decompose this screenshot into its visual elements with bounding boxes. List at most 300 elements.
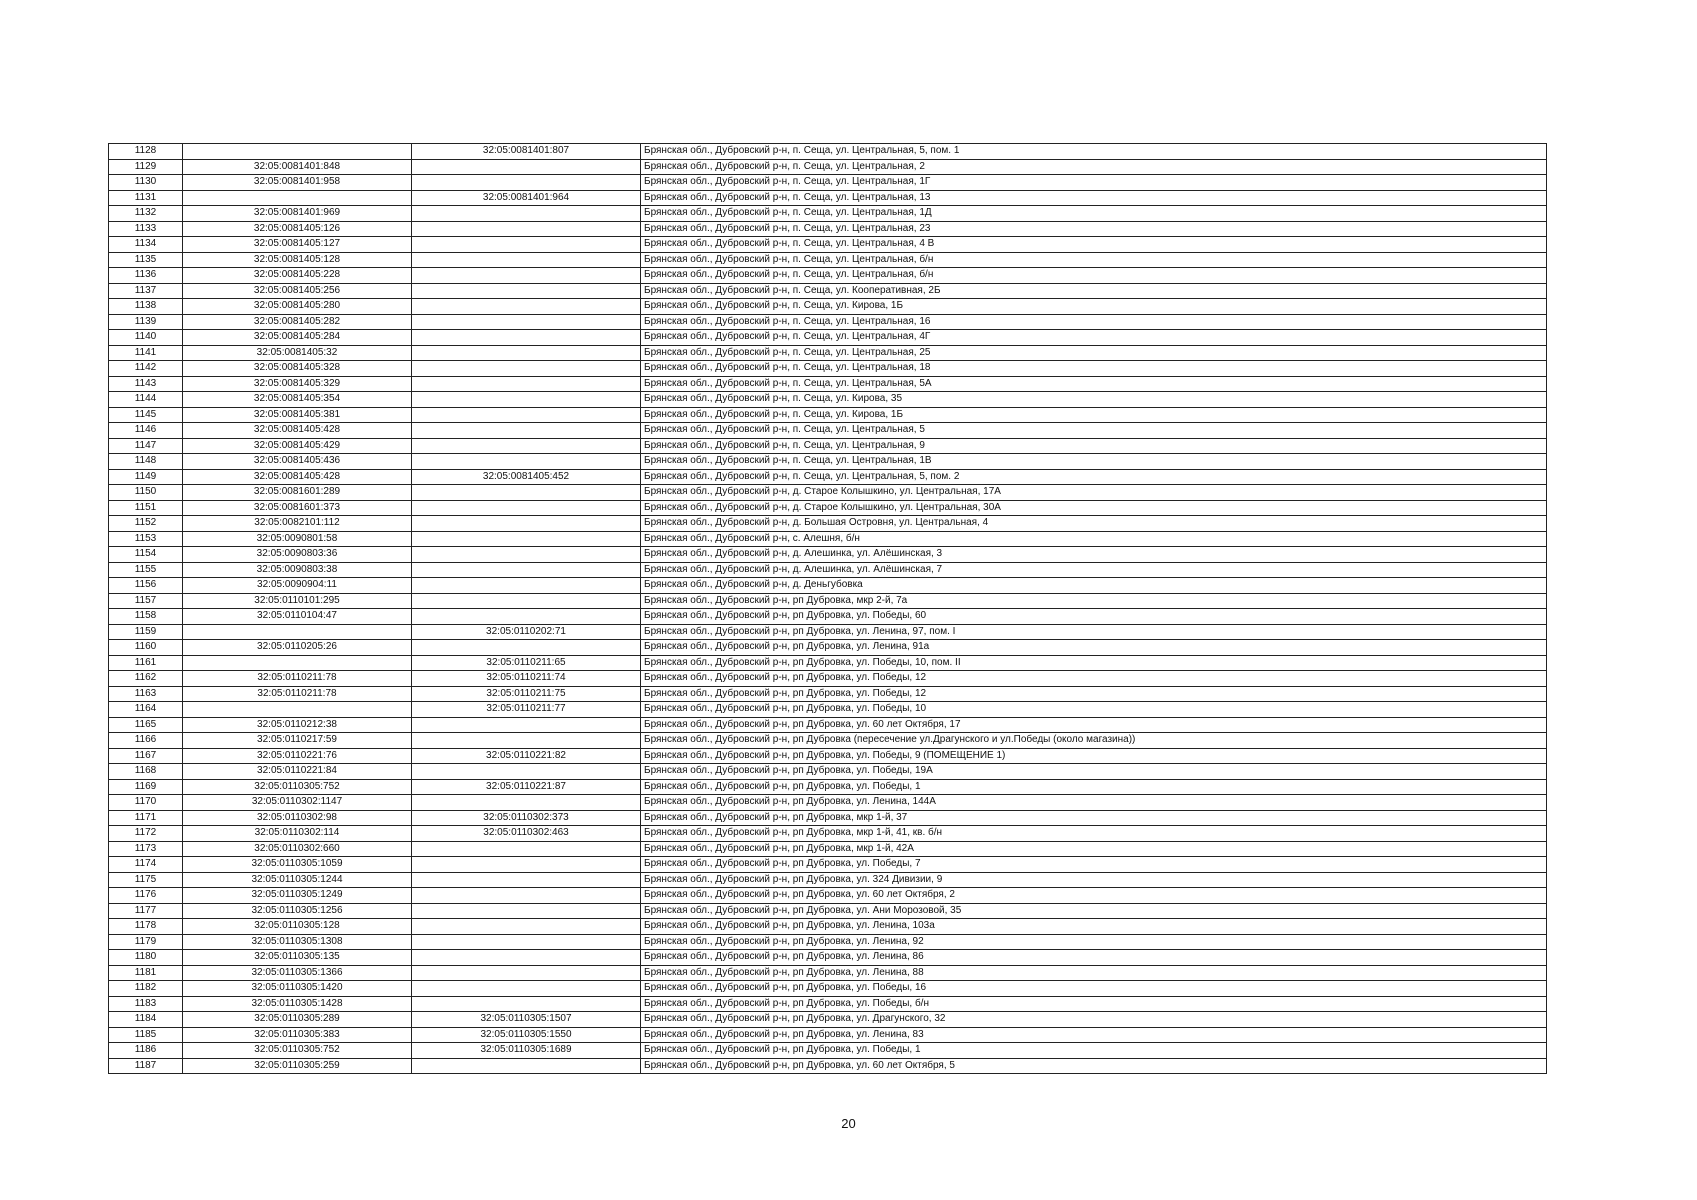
table-row [109, 810, 1547, 826]
building-cadastral-number-cell: 32:05:0110305:1550 [412, 1027, 641, 1043]
land-cadastral-number-cell: 32:05:0081405:280 [183, 299, 412, 315]
address-cell: Брянская обл., Дубровский р-н, рп Дубровка, ул. Ани Морозовой, 35 [641, 903, 1547, 919]
address-cell: Брянская обл., Дубровский р-н, д. Деньгубовка [641, 578, 1547, 594]
row-number-cell: 1178 [109, 919, 183, 935]
table-row [109, 996, 1547, 1012]
row-number-cell: 1146 [109, 423, 183, 439]
land-cadastral-number-cell: 32:05:0081405:228 [183, 268, 412, 284]
table-row [109, 934, 1547, 950]
address-cell: Брянская обл., Дубровский р-н, п. Сеща, ул. Центральная, 1В [641, 454, 1547, 470]
land-cadastral-number-cell: 32:05:0081601:289 [183, 485, 412, 501]
land-cadastral-number-cell: 32:05:0081405:127 [183, 237, 412, 253]
row-number-cell: 1150 [109, 485, 183, 501]
land-cadastral-number-cell: 32:05:0110305:1256 [183, 903, 412, 919]
building-cadastral-number-cell [412, 454, 641, 470]
row-number-cell: 1168 [109, 764, 183, 780]
building-cadastral-number-cell [412, 221, 641, 237]
row-number-cell: 1175 [109, 872, 183, 888]
land-cadastral-number-cell: 32:05:0110205:26 [183, 640, 412, 656]
building-cadastral-number-cell [412, 423, 641, 439]
table-row [109, 624, 1547, 640]
row-number-cell: 1162 [109, 671, 183, 687]
building-cadastral-number-cell: 32:05:0110211:77 [412, 702, 641, 718]
building-cadastral-number-cell [412, 733, 641, 749]
land-cadastral-number-cell: 32:05:0081405:256 [183, 283, 412, 299]
table-row [109, 221, 1547, 237]
address-cell: Брянская обл., Дубровский р-н, рп Дубровка, ул. 60 лет Октября, 5 [641, 1058, 1547, 1074]
address-cell: Брянская обл., Дубровский р-н, рп Дубровка, ул. Ленина, 83 [641, 1027, 1547, 1043]
land-cadastral-number-cell: 32:05:0110302:114 [183, 826, 412, 842]
table-row [109, 423, 1547, 439]
land-cadastral-number-cell: 32:05:0081401:958 [183, 175, 412, 191]
address-cell: Брянская обл., Дубровский р-н, рп Дубровка, ул. Ленина, 103а [641, 919, 1547, 935]
row-number-cell: 1154 [109, 547, 183, 563]
land-cadastral-number-cell: 32:05:0110302:98 [183, 810, 412, 826]
building-cadastral-number-cell [412, 237, 641, 253]
land-cadastral-number-cell: 32:05:0081405:429 [183, 438, 412, 454]
land-cadastral-number-cell: 32:05:0110211:78 [183, 686, 412, 702]
address-cell: Брянская обл., Дубровский р-н, д. Старое Колышкино, ул. Центральная, 17А [641, 485, 1547, 501]
address-cell: Брянская обл., Дубровский р-н, п. Сеща, ул. Центральная, 18 [641, 361, 1547, 377]
address-cell: Брянская обл., Дубровский р-н, рп Дубровка, ул. Победы, 7 [641, 857, 1547, 873]
building-cadastral-number-cell [412, 330, 641, 346]
land-cadastral-number-cell: 32:05:0110305:1249 [183, 888, 412, 904]
building-cadastral-number-cell [412, 345, 641, 361]
address-cell: Брянская обл., Дубровский р-н, п. Сеща, ул. Центральная, 25 [641, 345, 1547, 361]
building-cadastral-number-cell [412, 996, 641, 1012]
address-cell: Брянская обл., Дубровский р-н, д. Старое Колышкино, ул. Центральная, 30А [641, 500, 1547, 516]
building-cadastral-number-cell [412, 593, 641, 609]
building-cadastral-number-cell: 32:05:0110202:71 [412, 624, 641, 640]
building-cadastral-number-cell [412, 562, 641, 578]
building-cadastral-number-cell: 32:05:0110305:1689 [412, 1043, 641, 1059]
table-row [109, 268, 1547, 284]
address-cell: Брянская обл., Дубровский р-н, п. Сеща, ул. Кирова, 1Б [641, 407, 1547, 423]
property-register-table [108, 143, 1547, 1074]
address-cell: Брянская обл., Дубровский р-н, рп Дубровка, ул. Победы, 12 [641, 686, 1547, 702]
row-number-cell: 1171 [109, 810, 183, 826]
building-cadastral-number-cell [412, 872, 641, 888]
land-cadastral-number-cell: 32:05:0090801:58 [183, 531, 412, 547]
address-cell: Брянская обл., Дубровский р-н, рп Дубровка, ул. Победы, 60 [641, 609, 1547, 625]
table-row [109, 578, 1547, 594]
land-cadastral-number-cell: 32:05:0110305:1428 [183, 996, 412, 1012]
building-cadastral-number-cell [412, 252, 641, 268]
land-cadastral-number-cell: 32:05:0081405:128 [183, 252, 412, 268]
building-cadastral-number-cell [412, 500, 641, 516]
address-cell: Брянская обл., Дубровский р-н, рп Дубровка, ул. Победы, 9 (ПОМЕЩЕНИЕ 1) [641, 748, 1547, 764]
building-cadastral-number-cell: 32:05:0110221:82 [412, 748, 641, 764]
land-cadastral-number-cell: 32:05:0081401:969 [183, 206, 412, 222]
table-row [109, 841, 1547, 857]
address-cell: Брянская обл., Дубровский р-н, рп Дубровка, ул. Победы, 19А [641, 764, 1547, 780]
building-cadastral-number-cell: 32:05:0110211:75 [412, 686, 641, 702]
building-cadastral-number-cell [412, 578, 641, 594]
land-cadastral-number-cell: 32:05:0081405:284 [183, 330, 412, 346]
table-row [109, 748, 1547, 764]
address-cell: Брянская обл., Дубровский р-н, рп Дубровка (пересечение ул.Драгунского и ул.Победы (около магазина)) [641, 733, 1547, 749]
row-number-cell: 1182 [109, 981, 183, 997]
table-row [109, 314, 1547, 330]
address-cell: Брянская обл., Дубровский р-н, п. Сеща, ул. Кирова, 35 [641, 392, 1547, 408]
address-cell: Брянская обл., Дубровский р-н, рп Дубровка, мкр 1-й, 37 [641, 810, 1547, 826]
land-cadastral-number-cell: 32:05:0110221:84 [183, 764, 412, 780]
table-row [109, 1058, 1547, 1074]
table-row [109, 252, 1547, 268]
address-cell: Брянская обл., Дубровский р-н, рп Дубровка, ул. 60 лет Октября, 17 [641, 717, 1547, 733]
building-cadastral-number-cell [412, 376, 641, 392]
table-row [109, 562, 1547, 578]
row-number-cell: 1187 [109, 1058, 183, 1074]
row-number-cell: 1132 [109, 206, 183, 222]
land-cadastral-number-cell: 32:05:0081405:428 [183, 423, 412, 439]
building-cadastral-number-cell [412, 361, 641, 377]
land-cadastral-number-cell: 32:05:0081405:354 [183, 392, 412, 408]
address-cell: Брянская обл., Дубровский р-н, рп Дубровка, ул. Ленина, 144А [641, 795, 1547, 811]
land-cadastral-number-cell: 32:05:0110221:76 [183, 748, 412, 764]
building-cadastral-number-cell [412, 407, 641, 423]
building-cadastral-number-cell: 32:05:0110305:1507 [412, 1012, 641, 1028]
building-cadastral-number-cell [412, 1058, 641, 1074]
row-number-cell: 1163 [109, 686, 183, 702]
row-number-cell: 1134 [109, 237, 183, 253]
building-cadastral-number-cell [412, 717, 641, 733]
land-cadastral-number-cell [183, 144, 412, 160]
address-cell: Брянская обл., Дубровский р-н, рп Дубровка, ул. Победы, 1 [641, 1043, 1547, 1059]
row-number-cell: 1131 [109, 190, 183, 206]
row-number-cell: 1173 [109, 841, 183, 857]
land-cadastral-number-cell: 32:05:0110305:259 [183, 1058, 412, 1074]
building-cadastral-number-cell [412, 283, 641, 299]
table-row [109, 469, 1547, 485]
table-row [109, 485, 1547, 501]
land-cadastral-number-cell: 32:05:0081405:436 [183, 454, 412, 470]
row-number-cell: 1148 [109, 454, 183, 470]
address-cell: Брянская обл., Дубровский р-н, п. Сеща, ул. Центральная, 1Г [641, 175, 1547, 191]
table-row [109, 764, 1547, 780]
row-number-cell: 1149 [109, 469, 183, 485]
address-cell: Брянская обл., Дубровский р-н, рп Дубровка, мкр 1-й, 41, кв. б/н [641, 826, 1547, 842]
table-row [109, 1027, 1547, 1043]
land-cadastral-number-cell: 32:05:0110305:128 [183, 919, 412, 935]
row-number-cell: 1138 [109, 299, 183, 315]
table-row [109, 144, 1547, 160]
address-cell: Брянская обл., Дубровский р-н, рп Дубровка, ул. Ленина, 91а [641, 640, 1547, 656]
table-row [109, 454, 1547, 470]
building-cadastral-number-cell [412, 609, 641, 625]
building-cadastral-number-cell [412, 175, 641, 191]
address-cell: Брянская обл., Дубровский р-н, п. Сеща, ул. Центральная, б/н [641, 268, 1547, 284]
address-cell: Брянская обл., Дубровский р-н, п. Сеща, ул. Центральная, 4Г [641, 330, 1547, 346]
row-number-cell: 1141 [109, 345, 183, 361]
table-row [109, 392, 1547, 408]
building-cadastral-number-cell [412, 159, 641, 175]
address-cell: Брянская обл., Дубровский р-н, рп Дубровка, ул. 60 лет Октября, 2 [641, 888, 1547, 904]
land-cadastral-number-cell: 32:05:0081405:126 [183, 221, 412, 237]
table-row [109, 717, 1547, 733]
row-number-cell: 1156 [109, 578, 183, 594]
table-row [109, 779, 1547, 795]
table-row [109, 826, 1547, 842]
building-cadastral-number-cell [412, 950, 641, 966]
land-cadastral-number-cell: 32:05:0110305:289 [183, 1012, 412, 1028]
table-row [109, 686, 1547, 702]
land-cadastral-number-cell [183, 190, 412, 206]
building-cadastral-number-cell: 32:05:0081405:452 [412, 469, 641, 485]
land-cadastral-number-cell: 32:05:0081405:329 [183, 376, 412, 392]
address-cell: Брянская обл., Дубровский р-н, рп Дубровка, ул. Ленина, 86 [641, 950, 1547, 966]
address-cell: Брянская обл., Дубровский р-н, с. Алешня, б/н [641, 531, 1547, 547]
land-cadastral-number-cell: 32:05:0081405:282 [183, 314, 412, 330]
building-cadastral-number-cell [412, 795, 641, 811]
table-row [109, 593, 1547, 609]
table-row [109, 407, 1547, 423]
building-cadastral-number-cell [412, 903, 641, 919]
building-cadastral-number-cell [412, 392, 641, 408]
address-cell: Брянская обл., Дубровский р-н, п. Сеща, ул. Кирова, 1Б [641, 299, 1547, 315]
land-cadastral-number-cell: 32:05:0110305:752 [183, 779, 412, 795]
row-number-cell: 1167 [109, 748, 183, 764]
table-row [109, 1012, 1547, 1028]
building-cadastral-number-cell [412, 888, 641, 904]
row-number-cell: 1153 [109, 531, 183, 547]
page-number: 20 [841, 1116, 856, 1131]
table-row [109, 516, 1547, 532]
row-number-cell: 1164 [109, 702, 183, 718]
address-cell: Брянская обл., Дубровский р-н, рп Дубровка, ул. Победы, 16 [641, 981, 1547, 997]
land-cadastral-number-cell: 32:05:0110305:1420 [183, 981, 412, 997]
building-cadastral-number-cell [412, 764, 641, 780]
table-row [109, 175, 1547, 191]
table-row [109, 872, 1547, 888]
building-cadastral-number-cell [412, 547, 641, 563]
address-cell: Брянская обл., Дубровский р-н, д. Алешинка, ул. Алёшинская, 7 [641, 562, 1547, 578]
address-cell: Брянская обл., Дубровский р-н, д. Алешинка, ул. Алёшинская, 3 [641, 547, 1547, 563]
land-cadastral-number-cell: 32:05:0081401:848 [183, 159, 412, 175]
address-cell: Брянская обл., Дубровский р-н, рп Дубровка, мкр 1-й, 42А [641, 841, 1547, 857]
building-cadastral-number-cell [412, 438, 641, 454]
land-cadastral-number-cell: 32:05:0110217:59 [183, 733, 412, 749]
table-row [109, 733, 1547, 749]
row-number-cell: 1140 [109, 330, 183, 346]
row-number-cell: 1186 [109, 1043, 183, 1059]
land-cadastral-number-cell: 32:05:0110212:38 [183, 717, 412, 733]
land-cadastral-number-cell: 32:05:0110302:1147 [183, 795, 412, 811]
building-cadastral-number-cell [412, 485, 641, 501]
row-number-cell: 1157 [109, 593, 183, 609]
address-cell: Брянская обл., Дубровский р-н, п. Сеща, ул. Центральная, 5, пом. 1 [641, 144, 1547, 160]
table-row [109, 655, 1547, 671]
land-cadastral-number-cell: 32:05:0110305:1308 [183, 934, 412, 950]
table-row [109, 671, 1547, 687]
table-row [109, 190, 1547, 206]
table-row [109, 438, 1547, 454]
row-number-cell: 1145 [109, 407, 183, 423]
row-number-cell: 1130 [109, 175, 183, 191]
row-number-cell: 1136 [109, 268, 183, 284]
land-cadastral-number-cell: 32:05:0081405:328 [183, 361, 412, 377]
building-cadastral-number-cell: 32:05:0110221:87 [412, 779, 641, 795]
land-cadastral-number-cell: 32:05:0081405:381 [183, 407, 412, 423]
land-cadastral-number-cell: 32:05:0110101:295 [183, 593, 412, 609]
row-number-cell: 1184 [109, 1012, 183, 1028]
building-cadastral-number-cell: 32:05:0110211:65 [412, 655, 641, 671]
building-cadastral-number-cell: 32:05:0110302:463 [412, 826, 641, 842]
building-cadastral-number-cell [412, 919, 641, 935]
table-row [109, 500, 1547, 516]
land-cadastral-number-cell [183, 702, 412, 718]
row-number-cell: 1143 [109, 376, 183, 392]
address-cell: Брянская обл., Дубровский р-н, п. Сеща, ул. Центральная, 16 [641, 314, 1547, 330]
row-number-cell: 1181 [109, 965, 183, 981]
land-cadastral-number-cell: 32:05:0082101:112 [183, 516, 412, 532]
address-cell: Брянская обл., Дубровский р-н, п. Сеща, ул. Центральная, 1Д [641, 206, 1547, 222]
table-row [109, 640, 1547, 656]
address-cell: Брянская обл., Дубровский р-н, п. Сеща, ул. Центральная, 4 В [641, 237, 1547, 253]
table-row [109, 299, 1547, 315]
land-cadastral-number-cell: 32:05:0110305:1244 [183, 872, 412, 888]
table-row [109, 237, 1547, 253]
row-number-cell: 1155 [109, 562, 183, 578]
row-number-cell: 1165 [109, 717, 183, 733]
address-cell: Брянская обл., Дубровский р-н, п. Сеща, ул. Центральная, б/н [641, 252, 1547, 268]
land-cadastral-number-cell: 32:05:0110305:1059 [183, 857, 412, 873]
address-cell: Брянская обл., Дубровский р-н, п. Сеща, ул. Центральная, 23 [641, 221, 1547, 237]
table-row [109, 950, 1547, 966]
row-number-cell: 1159 [109, 624, 183, 640]
table-row [109, 1043, 1547, 1059]
table-row [109, 330, 1547, 346]
address-cell: Брянская обл., Дубровский р-н, рп Дубровка, ул. Победы, 1 [641, 779, 1547, 795]
land-cadastral-number-cell [183, 624, 412, 640]
land-cadastral-number-cell: 32:05:0090803:36 [183, 547, 412, 563]
table-row [109, 361, 1547, 377]
table-row [109, 345, 1547, 361]
address-cell: Брянская обл., Дубровский р-н, п. Сеща, ул. Центральная, 5, пом. 2 [641, 469, 1547, 485]
table-row [109, 965, 1547, 981]
row-number-cell: 1139 [109, 314, 183, 330]
row-number-cell: 1169 [109, 779, 183, 795]
building-cadastral-number-cell [412, 857, 641, 873]
row-number-cell: 1135 [109, 252, 183, 268]
address-cell: Брянская обл., Дубровский р-н, рп Дубровка, ул. Победы, 10, пом. II [641, 655, 1547, 671]
table-row [109, 376, 1547, 392]
row-number-cell: 1177 [109, 903, 183, 919]
table-row [109, 702, 1547, 718]
address-cell: Брянская обл., Дубровский р-н, рп Дубровка, ул. Победы, 12 [641, 671, 1547, 687]
table-row [109, 981, 1547, 997]
address-cell: Брянская обл., Дубровский р-н, рп Дубровка, ул. 324 Дивизии, 9 [641, 872, 1547, 888]
building-cadastral-number-cell: 32:05:0110211:74 [412, 671, 641, 687]
building-cadastral-number-cell: 32:05:0081401:964 [412, 190, 641, 206]
address-cell: Брянская обл., Дубровский р-н, п. Сеща, ул. Центральная, 5 [641, 423, 1547, 439]
land-cadastral-number-cell: 32:05:0110305:135 [183, 950, 412, 966]
address-cell: Брянская обл., Дубровский р-н, п. Сеща, ул. Центральная, 9 [641, 438, 1547, 454]
table-row [109, 206, 1547, 222]
row-number-cell: 1158 [109, 609, 183, 625]
land-cadastral-number-cell: 32:05:0110211:78 [183, 671, 412, 687]
row-number-cell: 1172 [109, 826, 183, 842]
land-cadastral-number-cell: 32:05:0081405:428 [183, 469, 412, 485]
building-cadastral-number-cell [412, 314, 641, 330]
table-row [109, 531, 1547, 547]
building-cadastral-number-cell [412, 965, 641, 981]
register-body [109, 144, 1547, 1074]
table-row [109, 857, 1547, 873]
row-number-cell: 1129 [109, 159, 183, 175]
building-cadastral-number-cell [412, 981, 641, 997]
land-cadastral-number-cell: 32:05:0090803:38 [183, 562, 412, 578]
table-row [109, 919, 1547, 935]
address-cell: Брянская обл., Дубровский р-н, п. Сеща, ул. Кооперативная, 2Б [641, 283, 1547, 299]
building-cadastral-number-cell [412, 206, 641, 222]
table-row [109, 609, 1547, 625]
row-number-cell: 1137 [109, 283, 183, 299]
row-number-cell: 1170 [109, 795, 183, 811]
row-number-cell: 1176 [109, 888, 183, 904]
address-cell: Брянская обл., Дубровский р-н, п. Сеща, ул. Центральная, 13 [641, 190, 1547, 206]
address-cell: Брянская обл., Дубровский р-н, рп Дубровка, ул. Драгунского, 32 [641, 1012, 1547, 1028]
row-number-cell: 1151 [109, 500, 183, 516]
table-row [109, 547, 1547, 563]
land-cadastral-number-cell: 32:05:0110104:47 [183, 609, 412, 625]
row-number-cell: 1128 [109, 144, 183, 160]
row-number-cell: 1185 [109, 1027, 183, 1043]
table-row [109, 283, 1547, 299]
land-cadastral-number-cell: 32:05:0110305:383 [183, 1027, 412, 1043]
land-cadastral-number-cell: 32:05:0110305:1366 [183, 965, 412, 981]
building-cadastral-number-cell [412, 640, 641, 656]
address-cell: Брянская обл., Дубровский р-н, рп Дубровка, ул. Ленина, 97, пом. I [641, 624, 1547, 640]
address-cell: Брянская обл., Дубровский р-н, п. Сеща, ул. Центральная, 2 [641, 159, 1547, 175]
row-number-cell: 1179 [109, 934, 183, 950]
row-number-cell: 1160 [109, 640, 183, 656]
address-cell: Брянская обл., Дубровский р-н, рп Дубровка, ул. Победы, б/н [641, 996, 1547, 1012]
table-row [109, 888, 1547, 904]
row-number-cell: 1183 [109, 996, 183, 1012]
building-cadastral-number-cell: 32:05:0110302:373 [412, 810, 641, 826]
row-number-cell: 1161 [109, 655, 183, 671]
building-cadastral-number-cell [412, 841, 641, 857]
address-cell: Брянская обл., Дубровский р-н, рп Дубровка, ул. Ленина, 88 [641, 965, 1547, 981]
address-cell: Брянская обл., Дубровский р-н, рп Дубровка, мкр 2-й, 7а [641, 593, 1547, 609]
row-number-cell: 1142 [109, 361, 183, 377]
address-cell: Брянская обл., Дубровский р-н, п. Сеща, ул. Центральная, 5А [641, 376, 1547, 392]
table-row [109, 903, 1547, 919]
row-number-cell: 1174 [109, 857, 183, 873]
land-cadastral-number-cell: 32:05:0110305:752 [183, 1043, 412, 1059]
row-number-cell: 1147 [109, 438, 183, 454]
land-cadastral-number-cell [183, 655, 412, 671]
land-cadastral-number-cell: 32:05:0081405:32 [183, 345, 412, 361]
building-cadastral-number-cell [412, 268, 641, 284]
building-cadastral-number-cell: 32:05:0081401:807 [412, 144, 641, 160]
row-number-cell: 1180 [109, 950, 183, 966]
land-cadastral-number-cell: 32:05:0090904:11 [183, 578, 412, 594]
row-number-cell: 1144 [109, 392, 183, 408]
row-number-cell: 1152 [109, 516, 183, 532]
address-cell: Брянская обл., Дубровский р-н, рп Дубровка, ул. Ленина, 92 [641, 934, 1547, 950]
row-number-cell: 1166 [109, 733, 183, 749]
land-cadastral-number-cell: 32:05:0110302:660 [183, 841, 412, 857]
address-cell: Брянская обл., Дубровский р-н, д. Большая Островня, ул. Центральная, 4 [641, 516, 1547, 532]
table-row [109, 795, 1547, 811]
building-cadastral-number-cell [412, 516, 641, 532]
building-cadastral-number-cell [412, 299, 641, 315]
land-cadastral-number-cell: 32:05:0081601:373 [183, 500, 412, 516]
building-cadastral-number-cell [412, 934, 641, 950]
address-cell: Брянская обл., Дубровский р-н, рп Дубровка, ул. Победы, 10 [641, 702, 1547, 718]
